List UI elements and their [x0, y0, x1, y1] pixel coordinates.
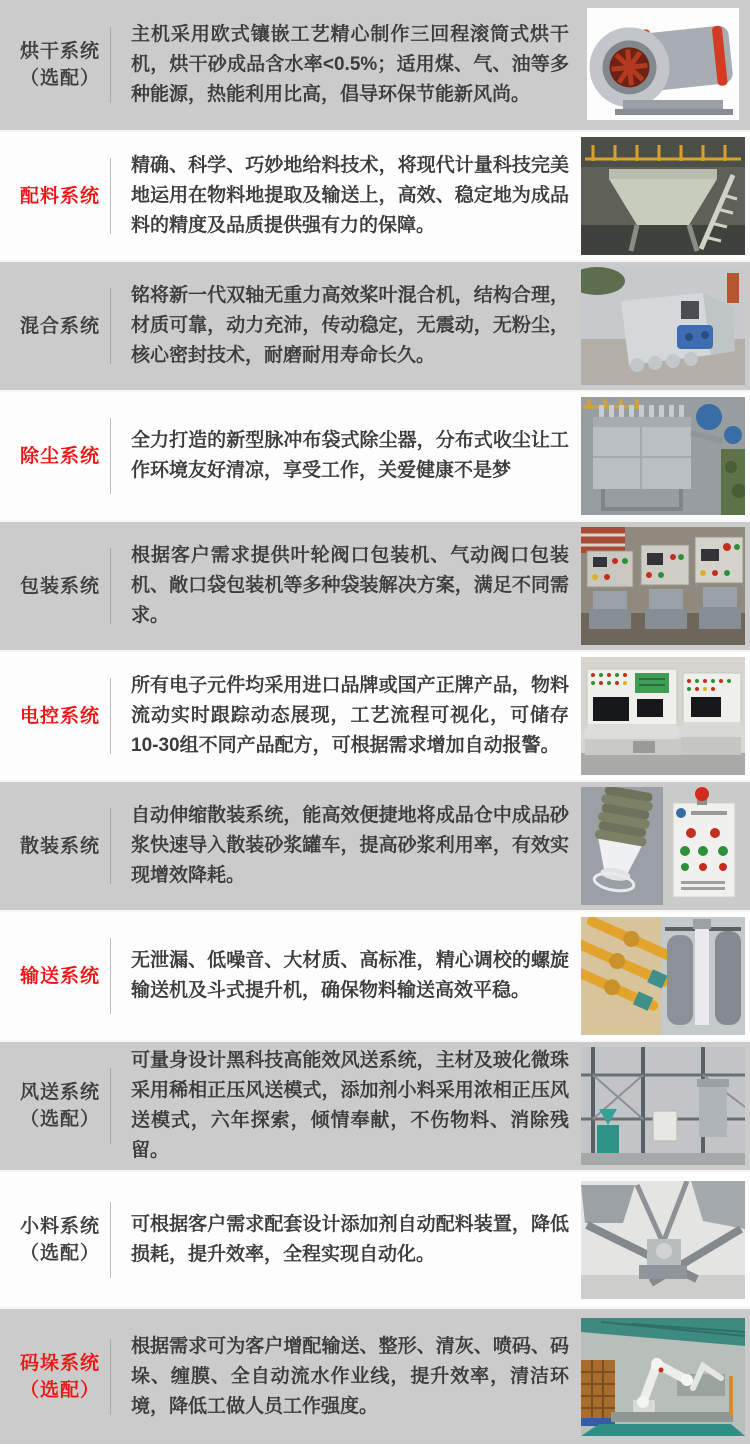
bulk-loading-chute-photo — [581, 787, 745, 905]
system-row-9 — [0, 1040, 750, 1170]
system-name — [10, 313, 110, 340]
system-row-4 — [0, 390, 750, 520]
system-name — [10, 1350, 110, 1404]
palletizing-robots-photo — [581, 1318, 745, 1436]
system-row-2 — [0, 130, 750, 260]
system-name-line1: 小料系统 — [19, 1215, 100, 1237]
system-name-line2: （选配） — [19, 1242, 100, 1264]
system-name — [10, 1213, 110, 1267]
system-photo — [581, 527, 745, 645]
screw-conveyors-silos-photo — [581, 917, 745, 1035]
system-name-line1: 混合系统 — [19, 315, 100, 337]
system-description: 精确、科学、巧妙地给料技术，将现代计量科技完美地运用在物料地提取及输送上，高效、稳定地为成品料的精度及品质提供强有力的保障。 — [131, 155, 569, 236]
system-name-line1: 除尘系统 — [19, 445, 100, 467]
system-name-line2: （选配） — [19, 1109, 100, 1130]
system-name-line1: 输送系统 — [19, 965, 100, 987]
twin-shaft-mixer-photo — [581, 267, 745, 385]
system-photo — [581, 657, 745, 775]
system-name — [10, 183, 110, 210]
system-name-line1: 电控系统 — [19, 705, 100, 727]
packing-machines-photo — [581, 527, 745, 645]
dust-collector-photo — [581, 397, 745, 515]
system-name — [10, 703, 110, 730]
system-description: 所有电子元件均采用进口品牌或国产正牌产品，物料流动实时跟踪动态展现，工艺流程可视化，可储存10-30组不同产品配方，可根据需求增加自动报警。 — [131, 675, 569, 756]
system-photo — [581, 1047, 745, 1165]
system-photo — [581, 787, 745, 905]
system-name — [10, 573, 110, 600]
system-description: 可量身设计黑科技高能效风送系统，主材及玻化微珠采用稀相正压风送模式，添加剂小料采用浓相正压风送模式，六年探索，倾情奉献，不伤物料、消除残留。 — [131, 1050, 569, 1161]
system-photo — [581, 1318, 745, 1436]
system-name-line2: （选配） — [19, 68, 100, 89]
system-name — [10, 38, 110, 92]
system-name-line1: 配料系统 — [19, 185, 100, 207]
system-photo — [581, 6, 745, 124]
system-photo — [581, 267, 745, 385]
system-row-1 — [0, 0, 750, 130]
system-row-6 — [0, 650, 750, 780]
rotary-drum-dryer-photo — [581, 6, 745, 124]
system-name — [10, 833, 110, 860]
system-name — [10, 443, 110, 470]
system-name-line1: 包装系统 — [19, 575, 100, 597]
system-name-line2: （选配） — [19, 1379, 100, 1401]
system-description: 无泄漏、低噪音、大材质、高标准，精心调校的螺旋输送机及斗式提升机，确保物料输送高效平稳。 — [131, 950, 569, 1001]
system-name — [10, 1079, 110, 1133]
system-name-line1: 烘干系统 — [19, 41, 100, 62]
system-description: 根据客户需求提供叶轮阀口包装机、气动阀口包装机、敞口袋包装机等多种袋装解决方案，满足不同需求。 — [131, 545, 569, 626]
system-description: 自动伸缩散装系统，能高效便捷地将成品仓中成品砂浆快速导入散装砂浆罐车，提高砂浆利用率，有效实现增效降耗。 — [131, 805, 569, 886]
batching-station-photo — [581, 137, 745, 255]
system-row-5 — [0, 520, 750, 650]
additive-dosing-plant-photo — [581, 1181, 745, 1299]
system-name — [10, 963, 110, 990]
system-name-line1: 码垛系统 — [19, 1352, 100, 1374]
system-description: 根据需求可为客户增配输送、整形、清灰、喷码、码垛、缠膜、全自动流水作业线，提升效率，清洁环境，降低工做人员工作强度。 — [131, 1335, 569, 1417]
system-photo — [581, 397, 745, 515]
system-row-10 — [0, 1170, 750, 1307]
system-row-11 — [0, 1307, 750, 1444]
system-description: 可根据客户需求配套设计添加剂自动配料装置，降低损耗，提升效率，全程实现自动化。 — [131, 1213, 569, 1265]
system-row-8 — [0, 910, 750, 1040]
system-photo — [581, 1181, 745, 1299]
system-name-line1: 散装系统 — [19, 835, 100, 857]
system-row-7 — [0, 780, 750, 910]
system-description: 主机采用欧式镶嵌工艺精心制作三回程滚筒式烘干机，烘干砂成品含水率<0.5%；适用煤、气、油等多种能源，热能利用比高，倡导环保节能新风尚。 — [131, 24, 569, 105]
system-description: 全力打造的新型脉冲布袋式除尘器，分布式收尘让工作环境友好清凉，享受工作，关爱健康不是梦 — [131, 430, 569, 481]
system-name-line1: 风送系统 — [19, 1082, 100, 1103]
system-row-3 — [0, 260, 750, 390]
system-photo — [581, 917, 745, 1035]
pneumatic-conveying-plant-photo — [581, 1047, 745, 1165]
system-photo — [581, 137, 745, 255]
system-description: 铭将新一代双轴无重力高效桨叶混合机，结构合理，材质可靠，动力充沛，传动稳定，无震动，无粉尘，核心密封技术，耐磨耐用寿命长久。 — [131, 285, 569, 366]
control-panels-photo — [581, 657, 745, 775]
